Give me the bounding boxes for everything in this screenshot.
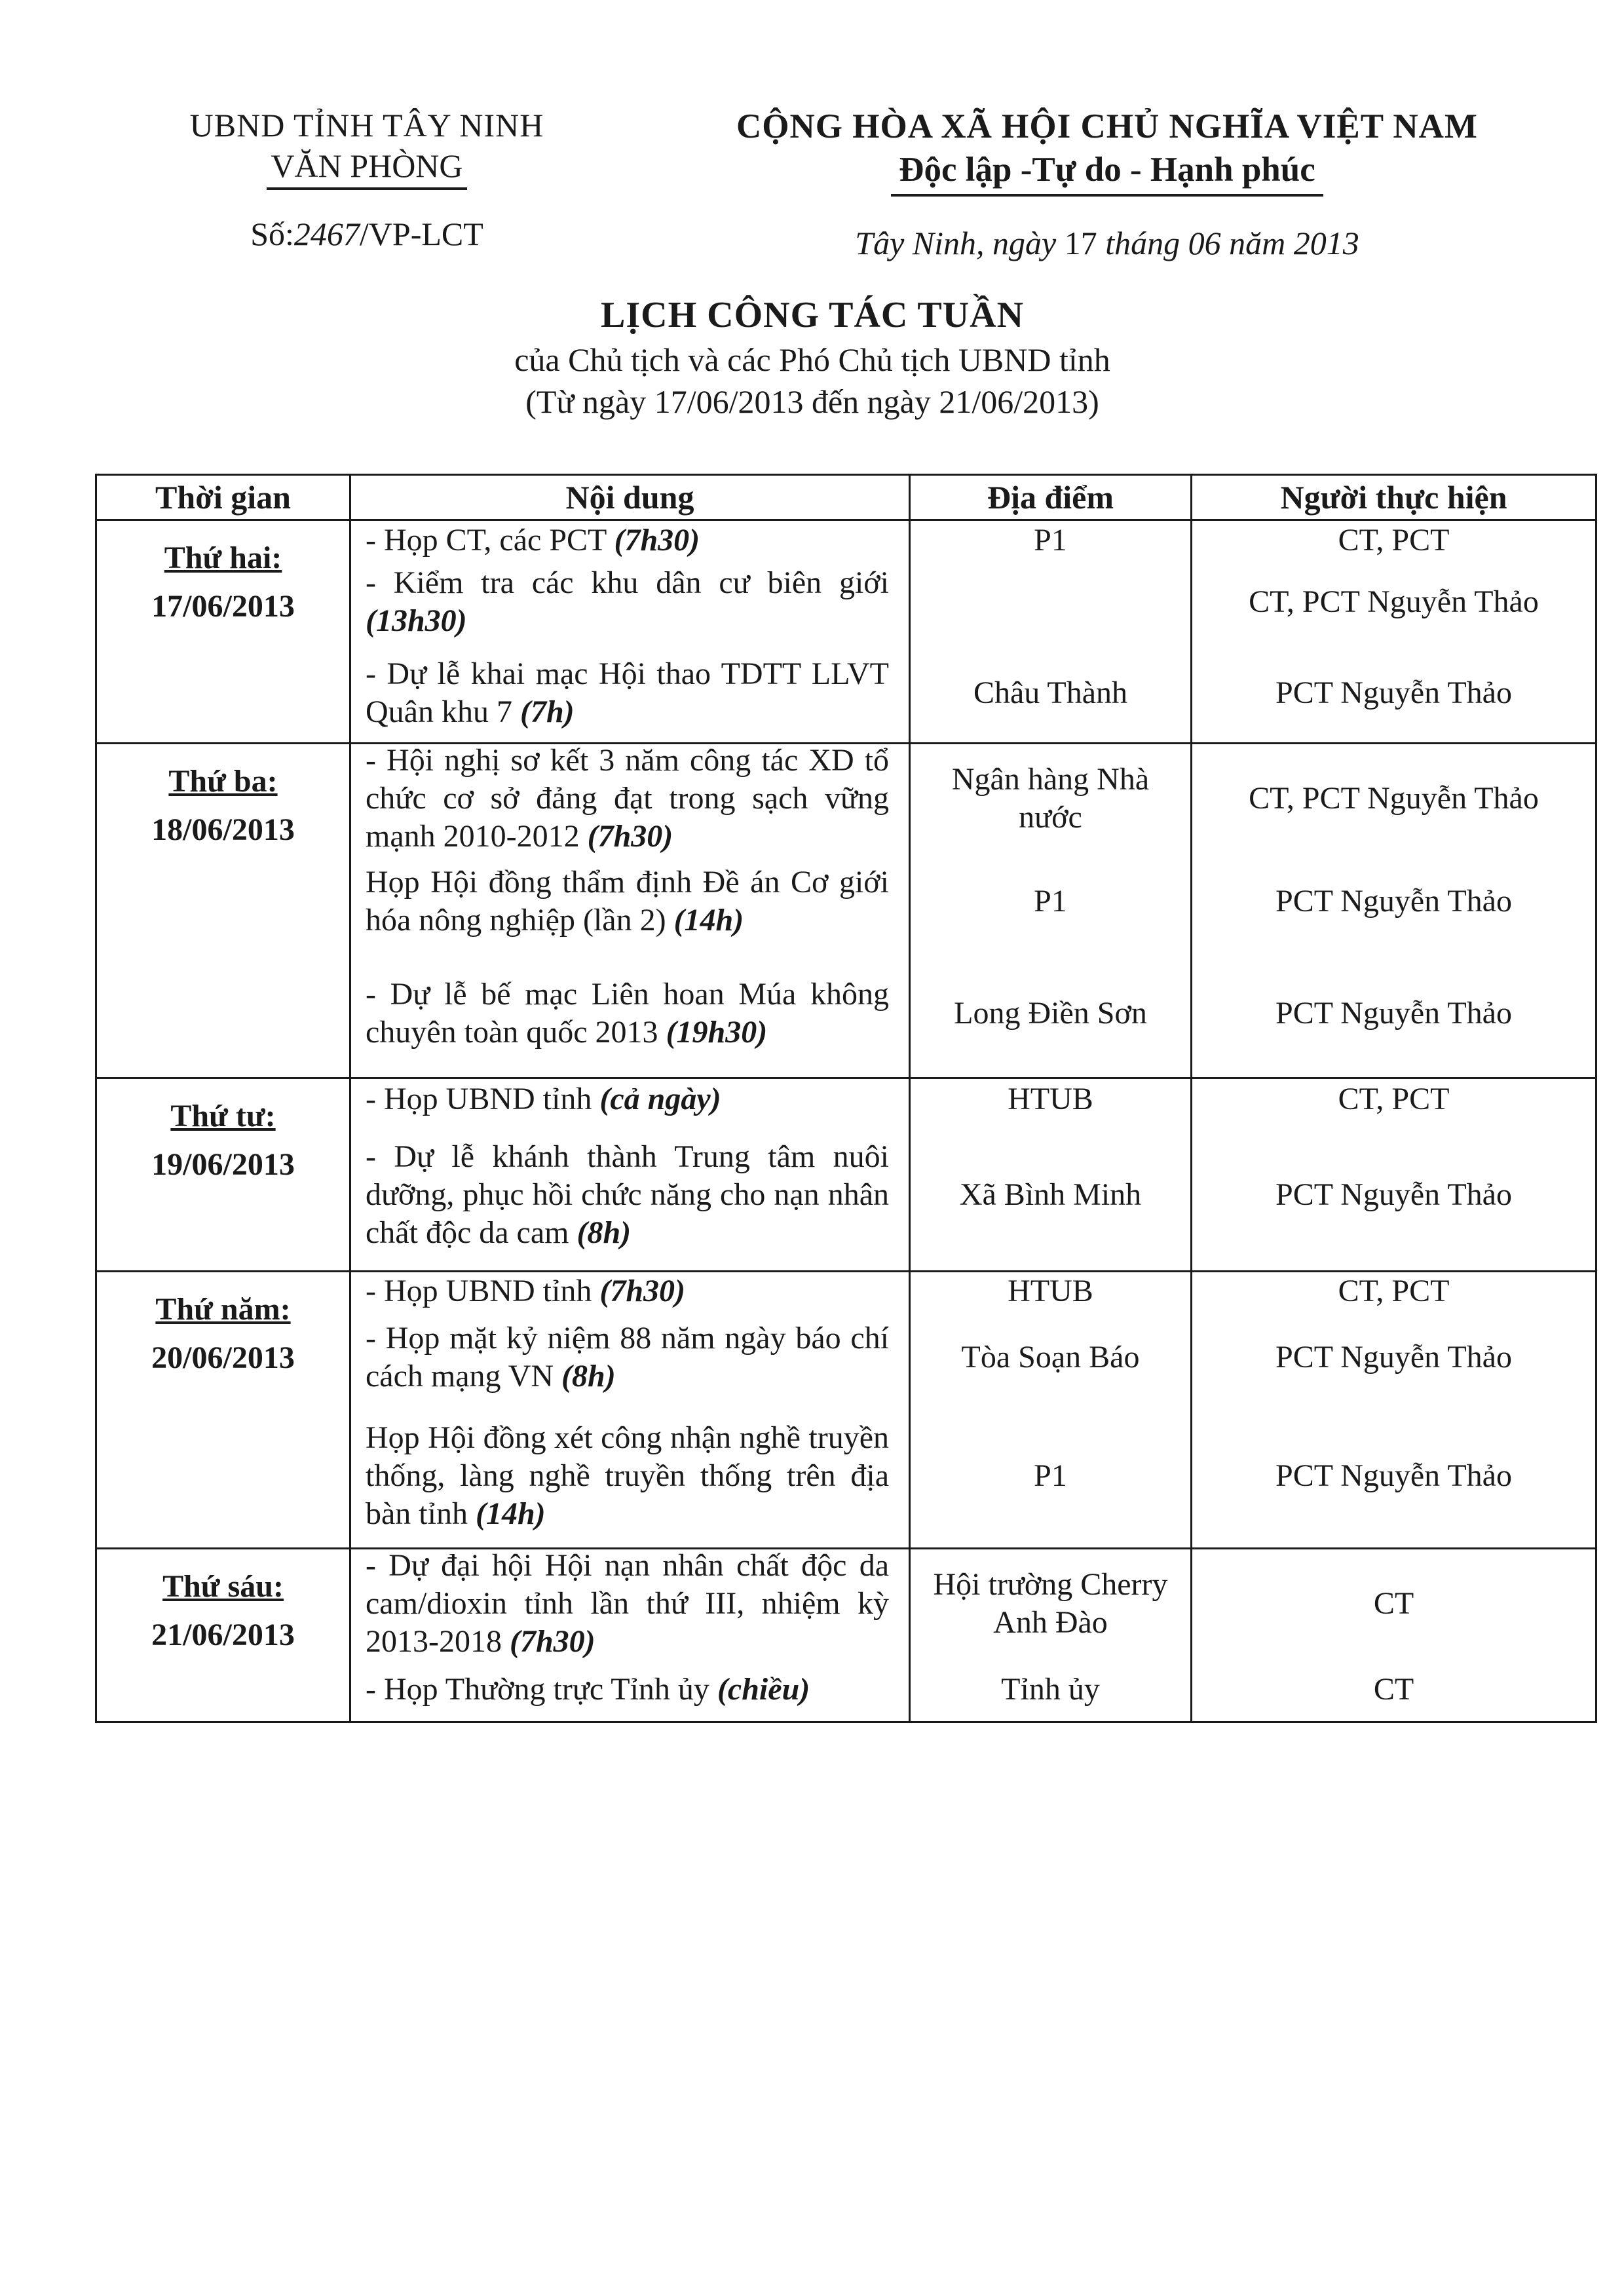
event-location (911, 644, 1190, 742)
table-row (96, 1549, 1596, 1722)
event-text: - Dự đại hội Hội nạn nhân chất độc da cam/dioxin tỉnh lần thứ III, nhiệm kỳ 2013-2018 (366, 1548, 889, 1659)
day-cell (96, 1078, 350, 1272)
event-text: Họp Hội đồng thẩm định Đề án Cơ giới hóa nông nghiệp (lần 2) (366, 865, 889, 938)
event-content (351, 744, 909, 853)
event-content (351, 644, 909, 742)
event-location (911, 950, 1190, 1077)
event-location (911, 1310, 1190, 1405)
event-description (366, 863, 889, 939)
document-title: LỊCH CÔNG TÁC TUẦN (600, 295, 1025, 335)
event-participants-text: CT, PCT (1338, 1082, 1450, 1116)
day-cell (96, 520, 350, 744)
event-text: Họp Hội đồng xét công nhận nghề truyền thống, làng nghề truyền thống trên địa bàn tỉnh (366, 1420, 889, 1531)
event-participants-text: CT (1373, 1672, 1414, 1707)
event-text: - Dự lễ khánh thành Trung tâm nuôi dưỡng, phục hồi chức năng cho nạn nhân chất độc da cam (366, 1139, 889, 1250)
event-location (911, 1549, 1190, 1658)
event-participants (1192, 1272, 1595, 1310)
event-time: (19h30) (666, 1015, 768, 1050)
date-day-handwritten: 17 (1064, 225, 1097, 261)
content-cell (350, 520, 910, 744)
event-location-text: P1 (1034, 884, 1067, 919)
event-description (366, 564, 889, 640)
event-participants-text: PCT Nguyễn Thảo (1275, 1340, 1512, 1374)
date-suffix: tháng 06 năm 2013 (1105, 225, 1359, 261)
event-time: (7h30) (587, 819, 673, 854)
event-participants (1192, 744, 1595, 853)
event-text: - Dự lễ khai mạc Hội thao TDTT LLVT Quân khu 7 (366, 656, 889, 729)
event-location (911, 560, 1190, 644)
day-date: 17/06/2013 (151, 589, 295, 624)
event-participants (1192, 644, 1595, 742)
event-location (911, 1658, 1190, 1721)
participants-cell (1192, 744, 1596, 1078)
event-participants-text: PCT Nguyễn Thảo (1275, 1458, 1512, 1493)
event-participants (1192, 1310, 1595, 1405)
location-cell (910, 744, 1192, 1078)
nation-name: CỘNG HÒA XÃ HỘI CHỦ NGHĨA VIỆT NAM (736, 107, 1478, 145)
event-description (366, 1319, 889, 1395)
content-cell (350, 744, 910, 1078)
event-text: - Kiểm tra các khu dân cư biên giới (366, 565, 889, 600)
event-content (351, 1310, 909, 1405)
column-header-participants: Người thực hiện (1192, 475, 1596, 520)
event-text: - Họp mặt kỷ niệm 88 năm ngày báo chí cách mạng VN (366, 1321, 889, 1393)
column-header-content: Nội dung (350, 475, 910, 520)
event-description (366, 1138, 889, 1252)
participants-cell (1192, 1078, 1596, 1272)
day-date: 18/06/2013 (151, 812, 295, 847)
event-participants (1192, 853, 1595, 950)
event-time: (7h30) (614, 523, 700, 558)
event-description (366, 1671, 889, 1709)
event-content (351, 1120, 909, 1270)
event-time: (cả ngày) (599, 1082, 721, 1116)
day-cell (96, 744, 350, 1078)
event-content (351, 950, 909, 1077)
day-name: Thứ năm: (155, 1292, 291, 1327)
event-time: (14h) (475, 1496, 546, 1531)
document-date (681, 223, 1533, 263)
event-participants-text: CT, PCT Nguyễn Thảo (1249, 781, 1539, 816)
event-description (366, 1547, 889, 1661)
document-subtitle: của Chủ tịch và các Phó Chủ tịch UBND tỉnh (514, 341, 1110, 378)
event-content (351, 1405, 909, 1547)
day-name: Thứ hai: (164, 540, 282, 575)
event-participants (1192, 950, 1595, 1077)
event-participants (1192, 1405, 1595, 1547)
doc-number-handwritten: 2467 (293, 216, 360, 252)
event-location (911, 744, 1190, 853)
event-description (366, 1080, 889, 1118)
event-time: (7h30) (509, 1624, 595, 1659)
event-location-text: Ngân hàng Nhà nước (951, 762, 1150, 835)
event-location-text: P1 (1034, 523, 1067, 558)
event-participants-text: PCT Nguyễn Thảo (1275, 675, 1512, 710)
event-location-text: P1 (1034, 1458, 1067, 1493)
event-description (366, 655, 889, 731)
column-header-time: Thời gian (96, 475, 350, 520)
day-date: 19/06/2013 (151, 1147, 295, 1182)
event-description (366, 1272, 889, 1310)
event-location (911, 1079, 1190, 1120)
participants-cell (1192, 1272, 1596, 1549)
day-cell (96, 1272, 350, 1549)
event-participants-text: PCT Nguyễn Thảo (1275, 996, 1512, 1031)
event-time: (chiều) (717, 1672, 810, 1707)
event-participants-text: CT, PCT (1338, 1274, 1450, 1308)
table-row (96, 1078, 1596, 1272)
event-participants-text: PCT Nguyễn Thảo (1275, 1177, 1512, 1212)
event-location-text: HTUB (1008, 1082, 1093, 1116)
event-text: - Dự lễ bế mạc Liên hoan Múa không chuyên toàn quốc 2013 (366, 977, 889, 1050)
event-content (351, 560, 909, 644)
schedule-table (95, 474, 1597, 1723)
event-location (911, 1405, 1190, 1547)
content-cell (350, 1272, 910, 1549)
column-header-location: Địa điểm (910, 475, 1192, 520)
event-description (366, 976, 889, 1052)
content-cell (350, 1078, 910, 1272)
event-participants-text: CT, PCT (1338, 523, 1450, 558)
event-content (351, 521, 909, 560)
national-motto: Độc lập -Tự do - Hạnh phúc (891, 148, 1323, 197)
agency-name: UBND TỈNH TÂY NINH (189, 107, 544, 143)
event-location-text: Tòa Soạn Báo (961, 1340, 1140, 1374)
event-time: (7h) (519, 694, 575, 729)
event-text: - Họp UBND tỉnh (366, 1274, 592, 1308)
event-location-text: Tỉnh ủy (1001, 1672, 1100, 1707)
issuing-agency (131, 105, 603, 254)
event-location-text: Hội trường Cherry Anh Đào (933, 1567, 1168, 1640)
document-number (131, 214, 603, 254)
table-row (96, 1272, 1596, 1549)
event-content (351, 853, 909, 950)
table-row (96, 520, 1596, 744)
event-participants (1192, 1549, 1595, 1658)
event-content (351, 1272, 909, 1310)
event-description (366, 521, 889, 559)
event-participants (1192, 1120, 1595, 1270)
table-row (96, 744, 1596, 1078)
event-content (351, 1658, 909, 1721)
event-text: - Hội nghị sơ kết 3 năm công tác XD tổ chức cơ sở đảng đạt trong sạch vững mạnh 2010-2012 (366, 743, 889, 854)
schedule-body (96, 520, 1596, 1722)
office-name: VĂN PHÒNG (267, 145, 466, 190)
event-location (911, 1272, 1190, 1310)
day-date: 21/06/2013 (151, 1618, 295, 1652)
date-prefix: Tây Ninh, ngày (855, 225, 1057, 261)
event-location (911, 1120, 1190, 1270)
event-participants (1192, 560, 1595, 644)
event-content (351, 1549, 909, 1658)
event-location-text: HTUB (1008, 1274, 1093, 1308)
event-time: (8h) (576, 1215, 632, 1250)
participants-cell (1192, 1549, 1596, 1722)
date-range: (Từ ngày 17/06/2013 đến ngày 21/06/2013) (525, 383, 1099, 420)
location-cell (910, 1272, 1192, 1549)
event-location (911, 853, 1190, 950)
content-cell (350, 1549, 910, 1722)
event-location-text: Xã Bình Minh (959, 1177, 1142, 1212)
participants-cell (1192, 520, 1596, 744)
event-description (366, 742, 889, 856)
day-name: Thứ ba: (168, 764, 278, 799)
event-participants (1192, 1079, 1595, 1120)
day-cell (96, 1549, 350, 1722)
event-time: (14h) (673, 903, 744, 938)
doc-number-suffix: /VP-LCT (359, 216, 483, 252)
event-participants-text: CT, PCT Nguyễn Thảo (1249, 584, 1539, 619)
event-time: (7h30) (599, 1274, 685, 1308)
location-cell (910, 1549, 1192, 1722)
location-cell (910, 520, 1192, 744)
event-text: - Họp UBND tỉnh (366, 1082, 592, 1116)
event-participants (1192, 521, 1595, 560)
day-name: Thứ tư: (170, 1099, 276, 1133)
national-header (681, 105, 1533, 263)
event-time: (13h30) (366, 603, 467, 638)
event-location-text: Châu Thành (973, 675, 1128, 710)
event-participants-text: PCT Nguyễn Thảo (1275, 884, 1512, 919)
day-name: Thứ sáu: (162, 1569, 284, 1604)
event-text: - Họp CT, các PCT (366, 523, 607, 558)
event-description (366, 1419, 889, 1533)
event-participants-text: CT (1373, 1586, 1414, 1621)
event-location-text: Long Điền Sơn (954, 996, 1147, 1031)
event-text: - Họp Thường trực Tỉnh ủy (366, 1672, 709, 1707)
event-participants (1192, 1658, 1595, 1721)
day-date: 20/06/2013 (151, 1340, 295, 1375)
event-content (351, 1079, 909, 1120)
location-cell (910, 1078, 1192, 1272)
event-time: (8h) (561, 1359, 616, 1393)
table-header-row (96, 475, 1596, 520)
document-title-block (262, 292, 1363, 423)
event-location (911, 521, 1190, 560)
doc-number-prefix: Số: (250, 216, 294, 252)
